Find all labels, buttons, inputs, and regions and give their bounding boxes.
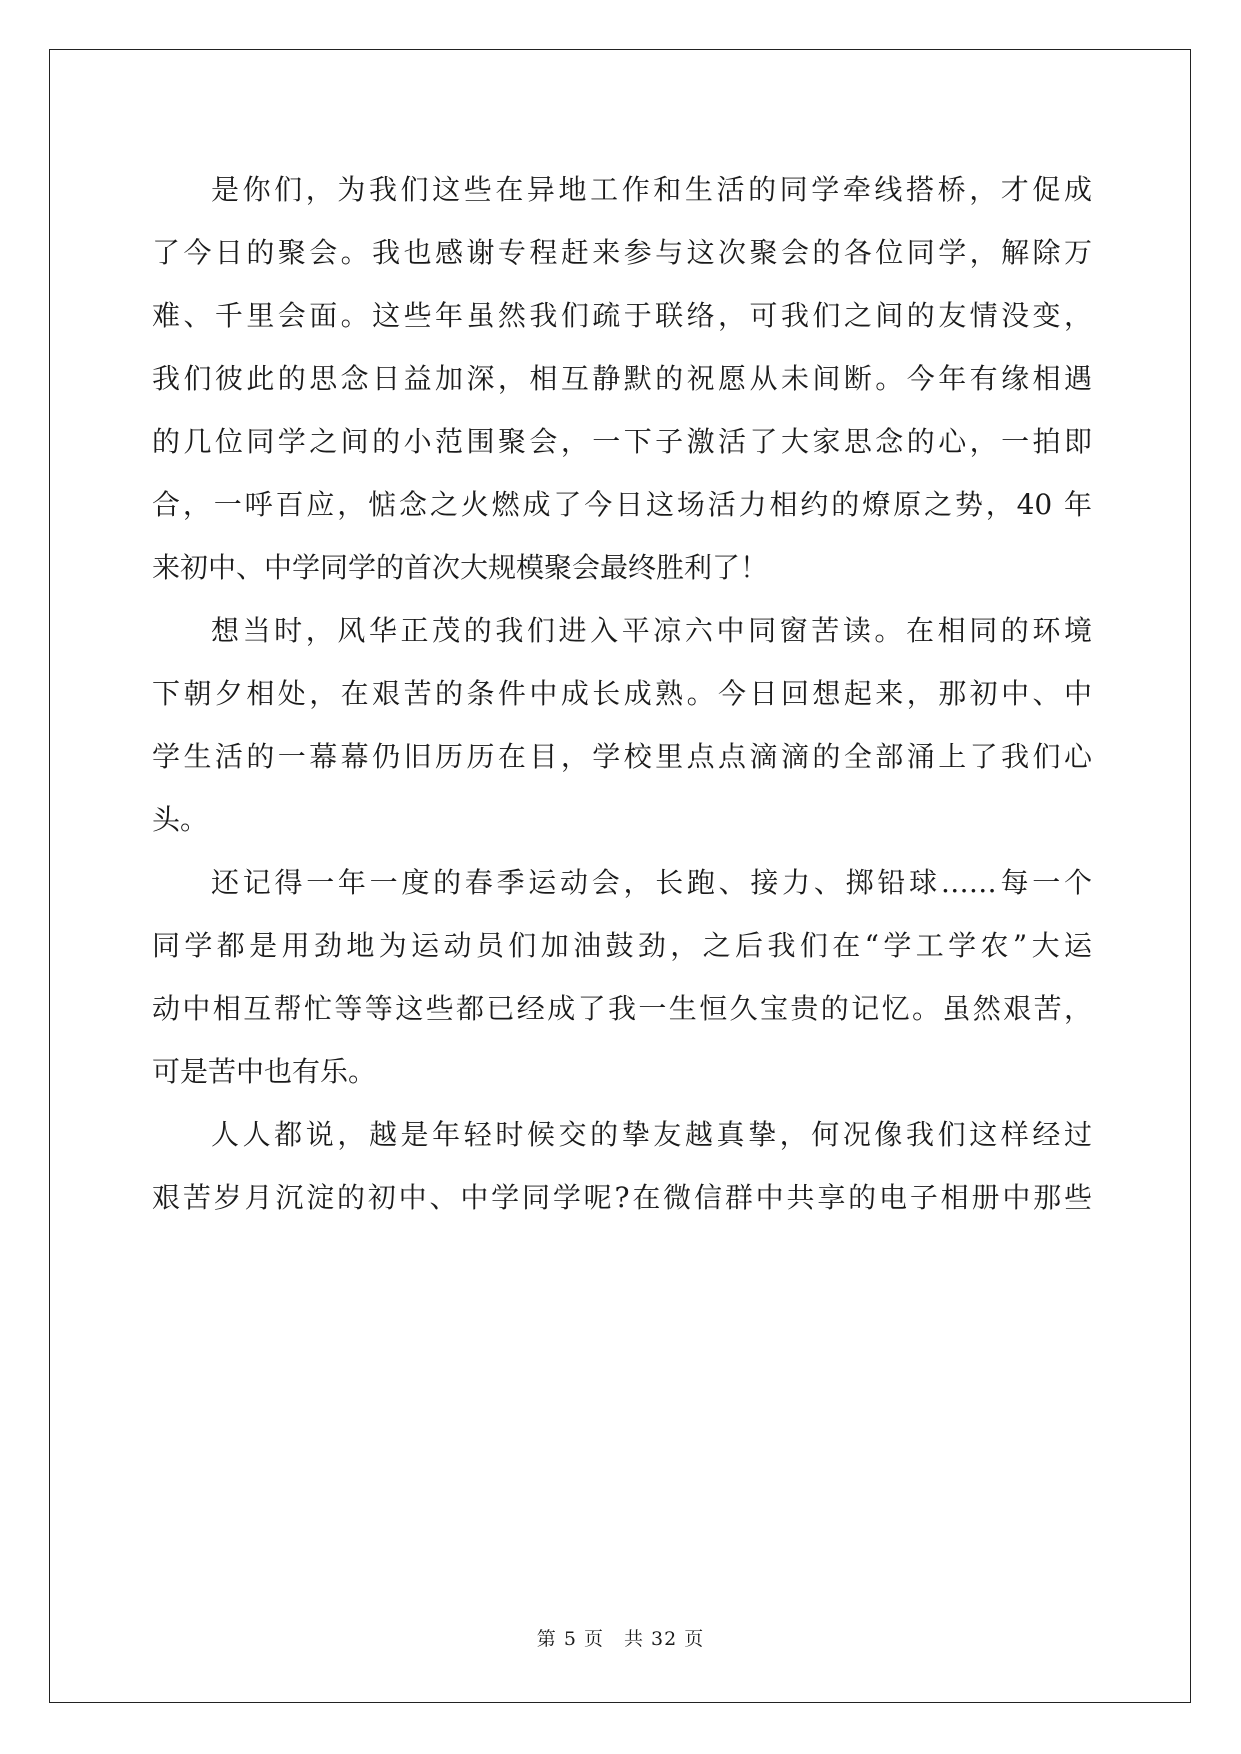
document-body [152, 158, 1092, 1229]
text-line: 同学都是用劲地为运动员们加油鼓劲，之后我们在“学工学农”大运 [152, 929, 1092, 962]
text-line: 我们彼此的思念日益加深，相互静默的祝愿从未间断。今年有缘相遇 [152, 362, 1092, 395]
text-line: 下朝夕相处，在艰苦的条件中成长成熟。今日回想起来，那初中、中 [152, 677, 1092, 710]
text-line: 还记得一年一度的春季运动会，长跑、接力、掷铅球……每一个 [211, 866, 1092, 899]
text-line: 学生活的一幕幕仍旧历历在目，学校里点点滴滴的全部涌上了我们心 [152, 740, 1092, 773]
text-line: 动中相互帮忙等等这些都已经成了我一生恒久宝贵的记忆。虽然艰苦， [152, 992, 1092, 1025]
text-line: 难、千里会面。这些年虽然我们疏于联络，可我们之间的友情没变， [152, 299, 1092, 332]
text-line: 想当时，风华正茂的我们进入平凉六中同窗苦读。在相同的环境 [211, 614, 1092, 647]
text-line: 合，一呼百应，惦念之火燃成了今日这场活力相约的燎原之势，40 年 [152, 488, 1092, 521]
page-number: 第 5 页 共 32 页 [536, 1628, 705, 1650]
text-line: 头。 [152, 803, 209, 836]
text-line: 的几位同学之间的小范围聚会，一下子激活了大家思念的心，一拍即 [152, 425, 1092, 458]
text-line: 可是苦中也有乐。 [152, 1055, 377, 1088]
text-line: 来初中、中学同学的首次大规模聚会最终胜利了！ [152, 551, 769, 584]
text-line: 是你们，为我们这些在异地工作和生活的同学牵线搭桥，才促成 [211, 173, 1092, 206]
text-line: 艰苦岁月沉淀的初中、中学同学呢?在微信群中共享的电子相册中那些 [152, 1181, 1092, 1214]
text-line: 了今日的聚会。我也感谢专程赶来参与这次聚会的各位同学，解除万 [152, 236, 1092, 269]
text-line: 人人都说，越是年轻时候交的挚友越真挚，何况像我们这样经过 [211, 1118, 1092, 1151]
